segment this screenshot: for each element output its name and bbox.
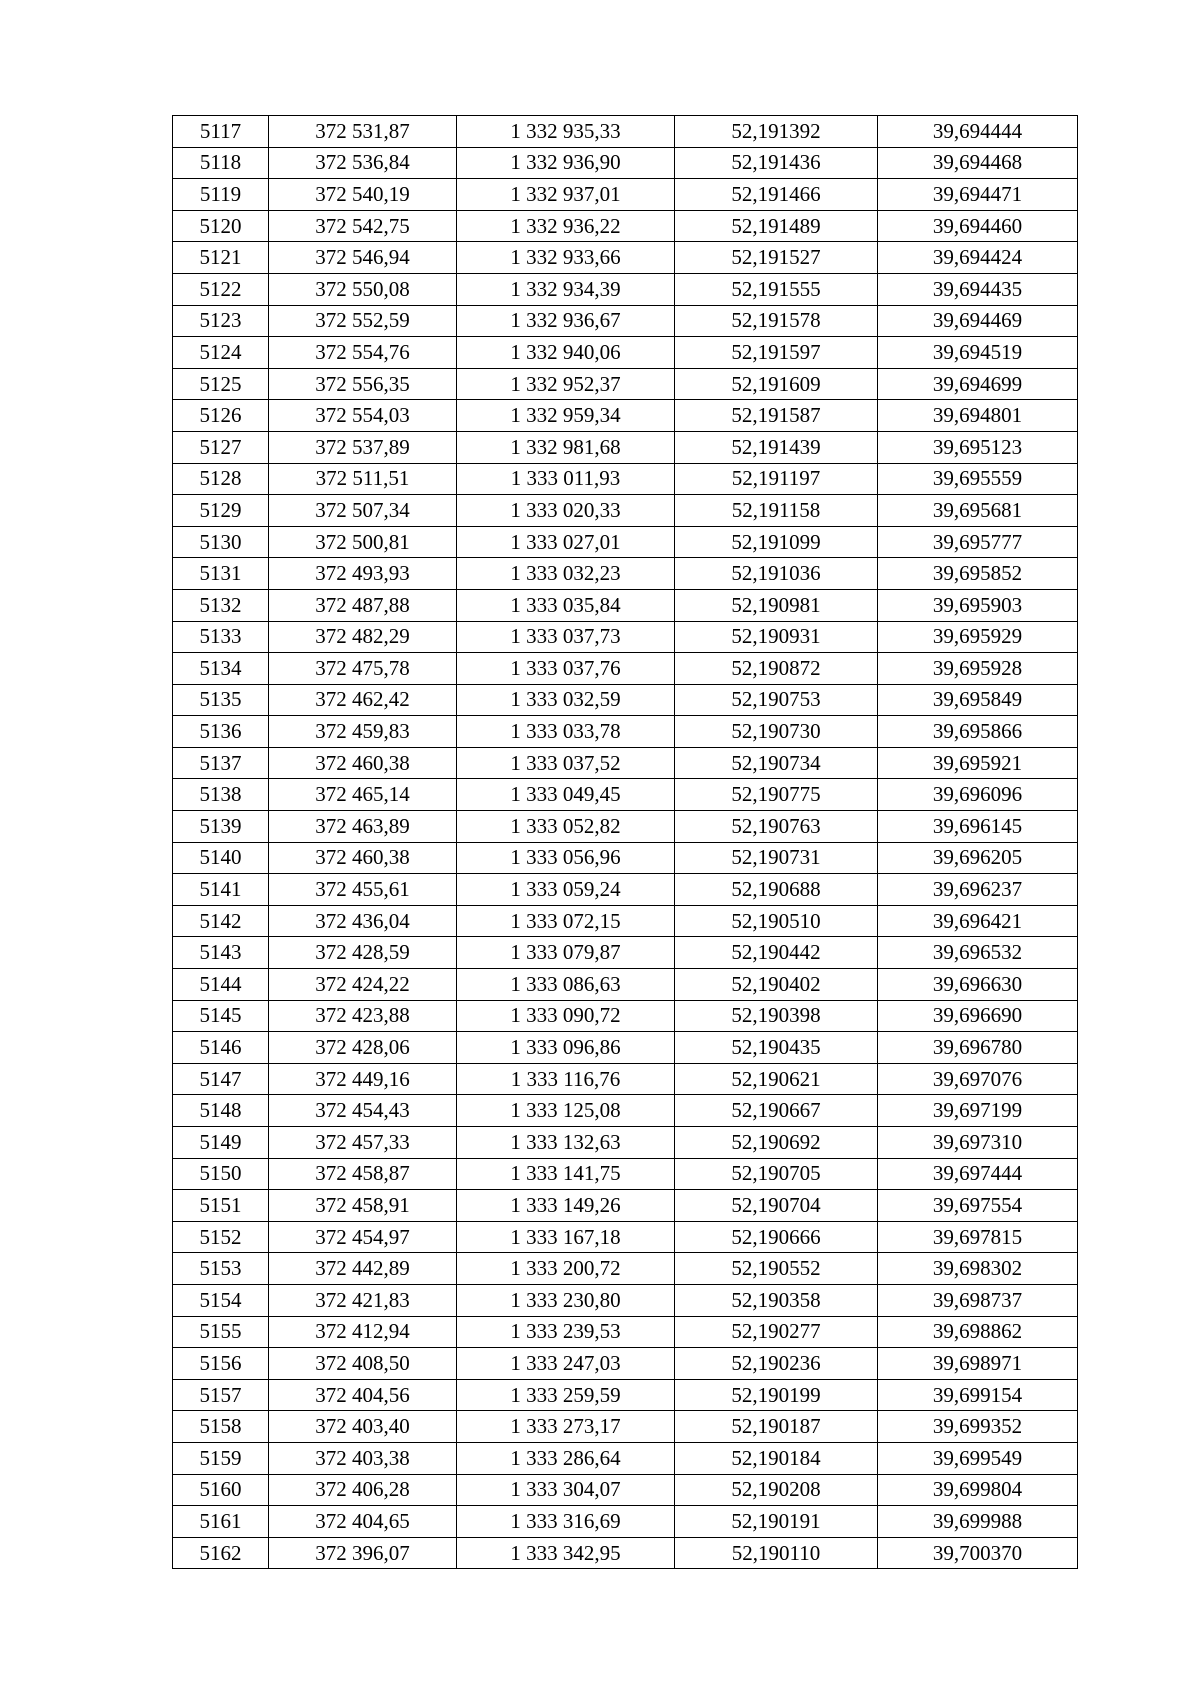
y-coordinate-cell: 1 333 011,93 (457, 463, 675, 495)
longitude-cell: 39,696421 (878, 905, 1078, 937)
x-coordinate-cell: 372 550,08 (269, 273, 457, 305)
table-row (173, 273, 1078, 305)
longitude-cell: 39,696205 (878, 842, 1078, 874)
longitude-cell: 39,696690 (878, 1000, 1078, 1032)
latitude-cell: 52,191466 (675, 179, 878, 211)
longitude-cell: 39,695852 (878, 558, 1078, 590)
point-number-cell: 5153 (173, 1253, 269, 1285)
longitude-cell: 39,696532 (878, 937, 1078, 969)
x-coordinate-cell: 372 403,40 (269, 1411, 457, 1443)
point-number-cell: 5137 (173, 747, 269, 779)
table-row (173, 969, 1078, 1001)
latitude-cell: 52,190402 (675, 969, 878, 1001)
longitude-cell: 39,697815 (878, 1221, 1078, 1253)
longitude-cell: 39,699549 (878, 1442, 1078, 1474)
longitude-cell: 39,696145 (878, 811, 1078, 843)
x-coordinate-cell: 372 507,34 (269, 495, 457, 527)
point-number-cell: 5147 (173, 1063, 269, 1095)
point-number-cell: 5143 (173, 937, 269, 969)
table-row (173, 716, 1078, 748)
latitude-cell: 52,190184 (675, 1442, 878, 1474)
x-coordinate-cell: 372 442,89 (269, 1253, 457, 1285)
table-row (173, 1379, 1078, 1411)
latitude-cell: 52,191609 (675, 368, 878, 400)
point-number-cell: 5145 (173, 1000, 269, 1032)
longitude-cell: 39,694435 (878, 273, 1078, 305)
table-row (173, 179, 1078, 211)
point-number-cell: 5150 (173, 1158, 269, 1190)
point-number-cell: 5125 (173, 368, 269, 400)
table-row (173, 1506, 1078, 1538)
point-number-cell: 5135 (173, 684, 269, 716)
latitude-cell: 52,190734 (675, 747, 878, 779)
point-number-cell: 5162 (173, 1537, 269, 1569)
point-number-cell: 5119 (173, 179, 269, 211)
x-coordinate-cell: 372 537,89 (269, 431, 457, 463)
longitude-cell: 39,700370 (878, 1537, 1078, 1569)
y-coordinate-cell: 1 333 020,33 (457, 495, 675, 527)
latitude-cell: 52,190208 (675, 1474, 878, 1506)
table-row (173, 558, 1078, 590)
latitude-cell: 52,191527 (675, 242, 878, 274)
table-row (173, 147, 1078, 179)
longitude-cell: 39,695866 (878, 716, 1078, 748)
latitude-cell: 52,191099 (675, 526, 878, 558)
latitude-cell: 52,190704 (675, 1190, 878, 1222)
table-row (173, 495, 1078, 527)
x-coordinate-cell: 372 458,91 (269, 1190, 457, 1222)
x-coordinate-cell: 372 460,38 (269, 842, 457, 874)
table-row (173, 1411, 1078, 1443)
latitude-cell: 52,190692 (675, 1127, 878, 1159)
latitude-cell: 52,191555 (675, 273, 878, 305)
latitude-cell: 52,190753 (675, 684, 878, 716)
table-row (173, 621, 1078, 653)
x-coordinate-cell: 372 455,61 (269, 874, 457, 906)
y-coordinate-cell: 1 333 125,08 (457, 1095, 675, 1127)
point-number-cell: 5141 (173, 874, 269, 906)
x-coordinate-cell: 372 482,29 (269, 621, 457, 653)
table-row (173, 684, 1078, 716)
point-number-cell: 5139 (173, 811, 269, 843)
point-number-cell: 5146 (173, 1032, 269, 1064)
y-coordinate-cell: 1 333 342,95 (457, 1537, 675, 1569)
point-number-cell: 5148 (173, 1095, 269, 1127)
y-coordinate-cell: 1 333 273,17 (457, 1411, 675, 1443)
x-coordinate-cell: 372 403,38 (269, 1442, 457, 1474)
longitude-cell: 39,696780 (878, 1032, 1078, 1064)
latitude-cell: 52,190621 (675, 1063, 878, 1095)
y-coordinate-cell: 1 333 037,76 (457, 653, 675, 685)
y-coordinate-cell: 1 332 940,06 (457, 337, 675, 369)
x-coordinate-cell: 372 408,50 (269, 1348, 457, 1380)
y-coordinate-cell: 1 333 035,84 (457, 589, 675, 621)
point-number-cell: 5136 (173, 716, 269, 748)
y-coordinate-cell: 1 333 059,24 (457, 874, 675, 906)
longitude-cell: 39,695849 (878, 684, 1078, 716)
point-number-cell: 5142 (173, 905, 269, 937)
x-coordinate-cell: 372 531,87 (269, 116, 457, 148)
table-row (173, 116, 1078, 148)
y-coordinate-cell: 1 333 072,15 (457, 905, 675, 937)
latitude-cell: 52,191597 (675, 337, 878, 369)
y-coordinate-cell: 1 333 247,03 (457, 1348, 675, 1380)
longitude-cell: 39,694471 (878, 179, 1078, 211)
table-row (173, 368, 1078, 400)
point-number-cell: 5122 (173, 273, 269, 305)
x-coordinate-cell: 372 457,33 (269, 1127, 457, 1159)
latitude-cell: 52,190981 (675, 589, 878, 621)
x-coordinate-cell: 372 436,04 (269, 905, 457, 937)
longitude-cell: 39,694469 (878, 305, 1078, 337)
y-coordinate-cell: 1 333 037,52 (457, 747, 675, 779)
point-number-cell: 5160 (173, 1474, 269, 1506)
longitude-cell: 39,696096 (878, 779, 1078, 811)
latitude-cell: 52,190236 (675, 1348, 878, 1380)
y-coordinate-cell: 1 333 096,86 (457, 1032, 675, 1064)
y-coordinate-cell: 1 332 952,37 (457, 368, 675, 400)
point-number-cell: 5155 (173, 1316, 269, 1348)
point-number-cell: 5161 (173, 1506, 269, 1538)
longitude-cell: 39,698971 (878, 1348, 1078, 1380)
longitude-cell: 39,695903 (878, 589, 1078, 621)
x-coordinate-cell: 372 554,03 (269, 400, 457, 432)
table-row (173, 747, 1078, 779)
table-row (173, 653, 1078, 685)
latitude-cell: 52,191578 (675, 305, 878, 337)
y-coordinate-cell: 1 332 934,39 (457, 273, 675, 305)
latitude-cell: 52,191439 (675, 431, 878, 463)
table-row (173, 589, 1078, 621)
y-coordinate-cell: 1 332 937,01 (457, 179, 675, 211)
y-coordinate-cell: 1 333 079,87 (457, 937, 675, 969)
point-number-cell: 5144 (173, 969, 269, 1001)
y-coordinate-cell: 1 333 049,45 (457, 779, 675, 811)
table-row (173, 874, 1078, 906)
coordinates-table (172, 115, 1078, 1569)
point-number-cell: 5131 (173, 558, 269, 590)
table-row (173, 1000, 1078, 1032)
table-row (173, 1063, 1078, 1095)
y-coordinate-cell: 1 333 259,59 (457, 1379, 675, 1411)
longitude-cell: 39,694519 (878, 337, 1078, 369)
x-coordinate-cell: 372 404,56 (269, 1379, 457, 1411)
coordinates-table-body (173, 116, 1078, 1569)
point-number-cell: 5152 (173, 1221, 269, 1253)
longitude-cell: 39,694699 (878, 368, 1078, 400)
latitude-cell: 52,190435 (675, 1032, 878, 1064)
point-number-cell: 5128 (173, 463, 269, 495)
table-row (173, 463, 1078, 495)
point-number-cell: 5159 (173, 1442, 269, 1474)
point-number-cell: 5126 (173, 400, 269, 432)
y-coordinate-cell: 1 332 936,22 (457, 210, 675, 242)
longitude-cell: 39,694468 (878, 147, 1078, 179)
table-row (173, 1442, 1078, 1474)
longitude-cell: 39,698862 (878, 1316, 1078, 1348)
longitude-cell: 39,694444 (878, 116, 1078, 148)
x-coordinate-cell: 372 556,35 (269, 368, 457, 400)
y-coordinate-cell: 1 333 052,82 (457, 811, 675, 843)
point-number-cell: 5120 (173, 210, 269, 242)
table-row (173, 779, 1078, 811)
y-coordinate-cell: 1 333 032,23 (457, 558, 675, 590)
y-coordinate-cell: 1 333 316,69 (457, 1506, 675, 1538)
point-number-cell: 5133 (173, 621, 269, 653)
y-coordinate-cell: 1 332 935,33 (457, 116, 675, 148)
latitude-cell: 52,190931 (675, 621, 878, 653)
y-coordinate-cell: 1 333 090,72 (457, 1000, 675, 1032)
table-row (173, 1221, 1078, 1253)
longitude-cell: 39,699154 (878, 1379, 1078, 1411)
table-row (173, 210, 1078, 242)
table-row (173, 1284, 1078, 1316)
point-number-cell: 5127 (173, 431, 269, 463)
table-row (173, 1158, 1078, 1190)
latitude-cell: 52,191036 (675, 558, 878, 590)
latitude-cell: 52,190398 (675, 1000, 878, 1032)
x-coordinate-cell: 372 463,89 (269, 811, 457, 843)
table-row (173, 1190, 1078, 1222)
point-number-cell: 5130 (173, 526, 269, 558)
x-coordinate-cell: 372 396,07 (269, 1537, 457, 1569)
table-row (173, 400, 1078, 432)
latitude-cell: 52,190872 (675, 653, 878, 685)
table-row (173, 937, 1078, 969)
point-number-cell: 5151 (173, 1190, 269, 1222)
latitude-cell: 52,190775 (675, 779, 878, 811)
longitude-cell: 39,698302 (878, 1253, 1078, 1285)
point-number-cell: 5138 (173, 779, 269, 811)
point-number-cell: 5156 (173, 1348, 269, 1380)
point-number-cell: 5149 (173, 1127, 269, 1159)
y-coordinate-cell: 1 333 086,63 (457, 969, 675, 1001)
y-coordinate-cell: 1 333 286,64 (457, 1442, 675, 1474)
table-row (173, 1253, 1078, 1285)
table-row (173, 905, 1078, 937)
longitude-cell: 39,695929 (878, 621, 1078, 653)
point-number-cell: 5117 (173, 116, 269, 148)
point-number-cell: 5158 (173, 1411, 269, 1443)
table-row (173, 1316, 1078, 1348)
latitude-cell: 52,190442 (675, 937, 878, 969)
longitude-cell: 39,695928 (878, 653, 1078, 685)
point-number-cell: 5129 (173, 495, 269, 527)
y-coordinate-cell: 1 332 959,34 (457, 400, 675, 432)
longitude-cell: 39,697310 (878, 1127, 1078, 1159)
y-coordinate-cell: 1 333 116,76 (457, 1063, 675, 1095)
x-coordinate-cell: 372 540,19 (269, 179, 457, 211)
point-number-cell: 5123 (173, 305, 269, 337)
y-coordinate-cell: 1 333 032,59 (457, 684, 675, 716)
y-coordinate-cell: 1 333 132,63 (457, 1127, 675, 1159)
x-coordinate-cell: 372 423,88 (269, 1000, 457, 1032)
longitude-cell: 39,699352 (878, 1411, 1078, 1443)
y-coordinate-cell: 1 333 141,75 (457, 1158, 675, 1190)
table-row (173, 1095, 1078, 1127)
longitude-cell: 39,697199 (878, 1095, 1078, 1127)
table-row (173, 305, 1078, 337)
point-number-cell: 5124 (173, 337, 269, 369)
longitude-cell: 39,697444 (878, 1158, 1078, 1190)
x-coordinate-cell: 372 428,06 (269, 1032, 457, 1064)
latitude-cell: 52,190277 (675, 1316, 878, 1348)
point-number-cell: 5134 (173, 653, 269, 685)
latitude-cell: 52,190763 (675, 811, 878, 843)
latitude-cell: 52,190666 (675, 1221, 878, 1253)
point-number-cell: 5140 (173, 842, 269, 874)
y-coordinate-cell: 1 333 230,80 (457, 1284, 675, 1316)
table-row (173, 431, 1078, 463)
table-row (173, 1348, 1078, 1380)
y-coordinate-cell: 1 333 304,07 (457, 1474, 675, 1506)
table-row (173, 842, 1078, 874)
longitude-cell: 39,695921 (878, 747, 1078, 779)
x-coordinate-cell: 372 458,87 (269, 1158, 457, 1190)
y-coordinate-cell: 1 332 936,67 (457, 305, 675, 337)
x-coordinate-cell: 372 454,43 (269, 1095, 457, 1127)
table-row (173, 526, 1078, 558)
latitude-cell: 52,191489 (675, 210, 878, 242)
x-coordinate-cell: 372 493,93 (269, 558, 457, 590)
x-coordinate-cell: 372 454,97 (269, 1221, 457, 1253)
y-coordinate-cell: 1 333 149,26 (457, 1190, 675, 1222)
point-number-cell: 5157 (173, 1379, 269, 1411)
latitude-cell: 52,190730 (675, 716, 878, 748)
longitude-cell: 39,698737 (878, 1284, 1078, 1316)
latitude-cell: 52,191158 (675, 495, 878, 527)
latitude-cell: 52,190552 (675, 1253, 878, 1285)
x-coordinate-cell: 372 428,59 (269, 937, 457, 969)
latitude-cell: 52,190731 (675, 842, 878, 874)
longitude-cell: 39,695777 (878, 526, 1078, 558)
x-coordinate-cell: 372 449,16 (269, 1063, 457, 1095)
table-row (173, 242, 1078, 274)
longitude-cell: 39,695123 (878, 431, 1078, 463)
x-coordinate-cell: 372 424,22 (269, 969, 457, 1001)
x-coordinate-cell: 372 542,75 (269, 210, 457, 242)
table-row (173, 1474, 1078, 1506)
table-row (173, 1127, 1078, 1159)
x-coordinate-cell: 372 487,88 (269, 589, 457, 621)
x-coordinate-cell: 372 552,59 (269, 305, 457, 337)
x-coordinate-cell: 372 475,78 (269, 653, 457, 685)
longitude-cell: 39,697076 (878, 1063, 1078, 1095)
latitude-cell: 52,191436 (675, 147, 878, 179)
longitude-cell: 39,696630 (878, 969, 1078, 1001)
longitude-cell: 39,694424 (878, 242, 1078, 274)
y-coordinate-cell: 1 333 239,53 (457, 1316, 675, 1348)
y-coordinate-cell: 1 333 027,01 (457, 526, 675, 558)
x-coordinate-cell: 372 406,28 (269, 1474, 457, 1506)
longitude-cell: 39,695681 (878, 495, 1078, 527)
x-coordinate-cell: 372 462,42 (269, 684, 457, 716)
x-coordinate-cell: 372 404,65 (269, 1506, 457, 1538)
x-coordinate-cell: 372 460,38 (269, 747, 457, 779)
latitude-cell: 52,191587 (675, 400, 878, 432)
x-coordinate-cell: 372 554,76 (269, 337, 457, 369)
longitude-cell: 39,694460 (878, 210, 1078, 242)
point-number-cell: 5121 (173, 242, 269, 274)
x-coordinate-cell: 372 511,51 (269, 463, 457, 495)
latitude-cell: 52,190199 (675, 1379, 878, 1411)
longitude-cell: 39,699804 (878, 1474, 1078, 1506)
point-number-cell: 5118 (173, 147, 269, 179)
latitude-cell: 52,190110 (675, 1537, 878, 1569)
latitude-cell: 52,190358 (675, 1284, 878, 1316)
longitude-cell: 39,694801 (878, 400, 1078, 432)
y-coordinate-cell: 1 332 936,90 (457, 147, 675, 179)
y-coordinate-cell: 1 333 167,18 (457, 1221, 675, 1253)
latitude-cell: 52,190510 (675, 905, 878, 937)
y-coordinate-cell: 1 332 981,68 (457, 431, 675, 463)
table-row (173, 337, 1078, 369)
latitude-cell: 52,190667 (675, 1095, 878, 1127)
x-coordinate-cell: 372 459,83 (269, 716, 457, 748)
y-coordinate-cell: 1 333 056,96 (457, 842, 675, 874)
y-coordinate-cell: 1 332 933,66 (457, 242, 675, 274)
y-coordinate-cell: 1 333 033,78 (457, 716, 675, 748)
latitude-cell: 52,191197 (675, 463, 878, 495)
x-coordinate-cell: 372 465,14 (269, 779, 457, 811)
latitude-cell: 52,190705 (675, 1158, 878, 1190)
latitude-cell: 52,190187 (675, 1411, 878, 1443)
x-coordinate-cell: 372 421,83 (269, 1284, 457, 1316)
table-row (173, 1032, 1078, 1064)
x-coordinate-cell: 372 536,84 (269, 147, 457, 179)
table-row (173, 811, 1078, 843)
longitude-cell: 39,695559 (878, 463, 1078, 495)
longitude-cell: 39,699988 (878, 1506, 1078, 1538)
y-coordinate-cell: 1 333 200,72 (457, 1253, 675, 1285)
point-number-cell: 5132 (173, 589, 269, 621)
x-coordinate-cell: 372 500,81 (269, 526, 457, 558)
latitude-cell: 52,190688 (675, 874, 878, 906)
longitude-cell: 39,697554 (878, 1190, 1078, 1222)
point-number-cell: 5154 (173, 1284, 269, 1316)
x-coordinate-cell: 372 546,94 (269, 242, 457, 274)
table-row (173, 1537, 1078, 1569)
x-coordinate-cell: 372 412,94 (269, 1316, 457, 1348)
latitude-cell: 52,191392 (675, 116, 878, 148)
longitude-cell: 39,696237 (878, 874, 1078, 906)
y-coordinate-cell: 1 333 037,73 (457, 621, 675, 653)
latitude-cell: 52,190191 (675, 1506, 878, 1538)
